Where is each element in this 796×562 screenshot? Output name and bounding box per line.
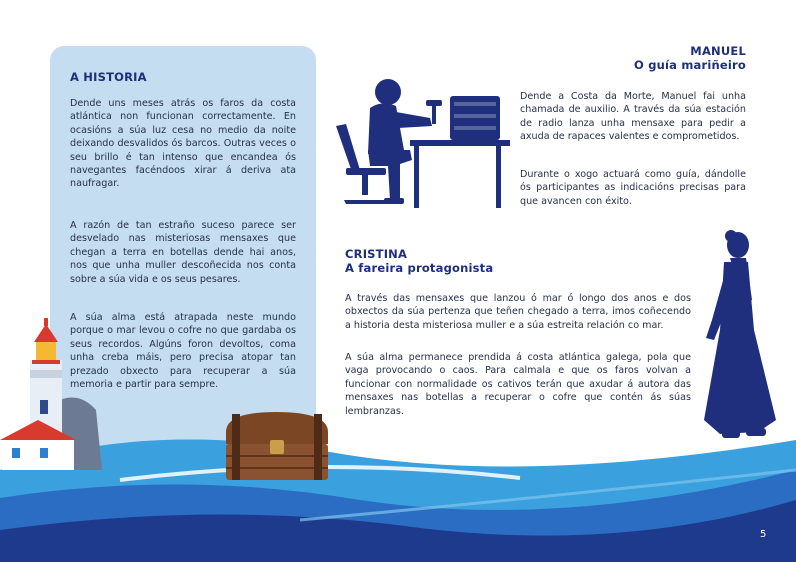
page-number: 5 bbox=[760, 529, 767, 540]
historia-paragraph-3: A súa alma está atrapada neste mundo porque o mar levou o cofre no que gardaba os seus recordos. Algúns foron devoltos, coma unha creba máis, pero precisa atopar tan prezado obxecto para recuperar a súa memoria e partir para sempre. bbox=[70, 312, 296, 391]
historia-paragraph-2: A razón de tan estraño suceso parece ser desvelado nas misteriosas mensaxes que chegan a terra en botellas dende hai anos, nos que unha muller descoñecida nos conta sobre a súa vida e os seus pesares. bbox=[70, 220, 296, 285]
lighthouse-illustration bbox=[0, 318, 102, 470]
woman-silhouette-illustration bbox=[704, 230, 776, 438]
treasure-chest-illustration bbox=[226, 412, 328, 480]
cristina-paragraph-1: A través das mensaxes que lanzou ó mar ó longo dos anos e dos obxectos da súa pertenza que teñen chegado a terra, imos coñecendo a historia desta misteriosa muller e a súa estreita relación co mar. bbox=[345, 293, 691, 331]
manuel-paragraph-1: Dende a Costa da Morte, Manuel fai unha chamada de auxilio. A través da súa estación de radio lanza unha mensaxe para pedir a axuda de rapaces valentes e comprometidos. bbox=[520, 91, 746, 143]
sea-waves-illustration bbox=[0, 440, 796, 562]
cristina-role: A fareira protagonista bbox=[345, 261, 494, 275]
cristina-paragraph-2: A súa alma permanece prendida á costa atlántica galega, pola que vaga provocando o caos. Para calmala e que os faros volvan a funcionar con normalidade os cativos terán que axudar á autora das mensaxes nas botellas a recuperar o cofre que contén ás súas lembranzas. bbox=[345, 352, 691, 417]
radio-operator-illustration bbox=[336, 79, 510, 208]
historia-title: A HISTORIA bbox=[70, 70, 147, 84]
manuel-name: MANUEL bbox=[690, 44, 746, 58]
historia-paragraph-1: Dende uns meses atrás os faros da costa atlántica non funcionan correctamente. En ocasións a súa luz cesa no medio da noite deixando desvalidos ós barcos. Outras veces o seu brillo é tan intenso que encandea ós navegantes facéndoos xirar á deriva ata naufragar. bbox=[70, 98, 296, 190]
manuel-role: O guía mariñeiro bbox=[634, 58, 746, 72]
cristina-name: CRISTINA bbox=[345, 247, 408, 261]
manuel-paragraph-2: Durante o xogo actuará como guía, dándolle ós participantes as indicacións precisas para que avancen con éxito. bbox=[520, 169, 746, 207]
